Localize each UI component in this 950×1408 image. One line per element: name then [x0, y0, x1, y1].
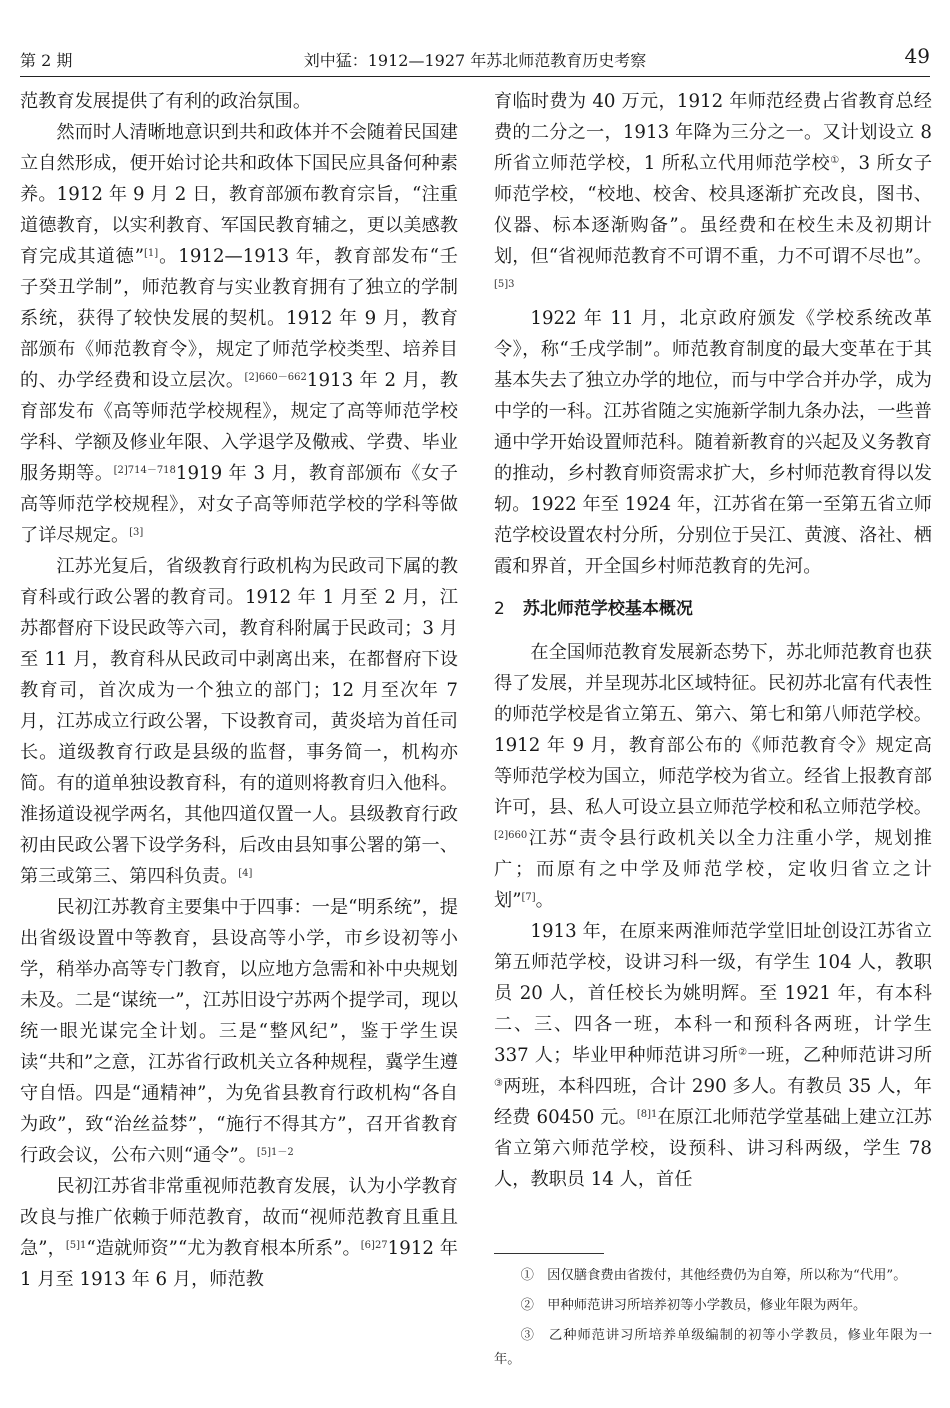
paragraph: 民初江苏教育主要集中于四事：一是“明系统”，提出省级设置中等教育，县设高等小学，市乡设初等小学，稍举办高等专门教育，以应地方急需和补中央规划未及。二是“谋统一”，江苏旧设宁苏两个提学司，现以统一眼光谋完全计划。三是“整风纪”，鉴于学生误读“共和”之意，江苏省行政机关立各种规程，冀学生遵守自悟。四是“通精神”，为免省县教育行政机构“各自为政”，致“治丝益棼”，“施行不得其方”，召开省教育行政会议，公布六则“通令”。$^{[5]1-2}$: [20, 897, 458, 1166]
paragraph: 然而时人清晰地意识到共和政体并不会随着民国建立自然形成，便开始讨论共和政体下国民应具备何种素养。1912 年 9 月 2 日，教育部颁布教育宗旨，“注重道德教育，以实利教育、军国民教育辅之，更以美感教育完成其道德”[1]。1912—1913 年，教育部发布“壬子癸丑学制”，师范教育与实业教育拥有了独立的学制系统，获得了较快发展的契机。1912 年 9 月，教育部颁布《师范教育令》，规定了师范学校类型、培养目的、办学经费和设立层次。$^{[2]660-662}$1913 年 2 月，教育部发布《高等师范学校规程》，规定了高等师范学校学科、学额及修业年限、入学退学及儆戒、学费、毕业服务期等。$^{[2]714-718}$1919 年 3 月，教育部颁布《女子高等师范学校规程》，对女子高等师范学校的学科等做了详尽规定。[3]: [20, 122, 458, 546]
footnote-3: ③ 乙种师范讲习所培养单级编制的初等小学教员，修业年限为一年。: [494, 1328, 932, 1367]
citation: [5]3: [494, 279, 515, 290]
footnotes: [494, 1264, 932, 1378]
section-title: 苏北师范学校基本概况: [522, 599, 693, 619]
paragraph: 江苏光复后，省级教育行政机构为民政司下属的教育科或行政公署的教育司。1912 年 1 月至 2 月，江苏都督府下设民政等六司，教育科附属于民政司；3 月至 11 月，教育科从民政司中剥离出来，在都督府下设教育司，首次成为一个独立的部门；12 月至次年 7 月，江苏成立行政公署，下设教育司，黄炎培为首任司长。道级教育行政是县级的监督，事务简一，机构亦简。有的道单独设教育科，有的道则将教育归入他科。淮扬道设视学两名，其他四道仅置一人。县级教育行政初由民政公署下设学务科，后改由县知事公署的第一、第三或第三、第四科负责。[4]: [20, 556, 458, 887]
running-title: 刘中猛：1912—1927 年苏北师范教育历史考察: [303, 51, 647, 70]
citation: [1]: [144, 248, 159, 259]
citation: [3]: [129, 527, 144, 538]
left-column: [20, 86, 458, 1295]
paragraph: 1913 年，在原来两淮师范学堂旧址创设江苏省立第五师范学校，设讲习科一级，有学生 104 人，教职员 20 人，首任校长为姚明辉。至 1921 年，有本科二、三、四各一班，本科一和预科各两班，计学生 337 人；毕业甲种师范讲习所②一班，乙种师范讲习所③两班，本科四班，合计 290 多人。有教员 35 人，年经费 60450 元。$^{[8]1}$在原江北师范学堂基础上建立江苏省立第六师范学校，设预科、讲习科两级，学生 78 人，教职员 14 人，首任: [494, 921, 932, 1190]
citation: [2]660: [494, 830, 528, 841]
footnote-1: ① 因仅膳食费由省拨付，其他经费仍为自筹，所以称为“代用”。: [520, 1268, 907, 1283]
footnote-marker: ③: [494, 1078, 504, 1089]
citation: [2]660－662: [244, 372, 307, 383]
paragraph-continued: 育临时费为 40 万元，1912 年师范经费占省教育总经费的二分之一，1913 年降为三分之一。又计划设立 8 所省立师范学校，1 所私立代用师范学校①，3 所女子师范学校，“校地、校舍、校具逐渐扩充改良，图书、仪器、标本逐渐购备”。虽经费和在校生未及初期计划，但“省视师范教育不可谓不重，力不可谓不尽也”。$^{[5]3}$: [494, 91, 933, 290]
section-heading: [494, 594, 932, 625]
footnote-divider: [494, 1253, 604, 1254]
footnote-marker: ②: [738, 1047, 748, 1058]
paragraph: 民初江苏省非常重视师范教育发展，认为小学教育改良与推广依赖于师范教育，故而“视师范教育且重且急”，$^{[5]1}$“造就师资”“尤为教育根本所系”。$^{[6]27}$1912 年 1 月至 1913 年 6 月，师范教: [20, 1176, 458, 1290]
section-number: 2: [494, 599, 505, 619]
paragraph-continued: 范教育发展提供了有利的政治氛围。: [20, 91, 312, 112]
running-header: [20, 40, 930, 77]
footnote-marker: ①: [830, 155, 840, 166]
right-column: [494, 86, 932, 1195]
paragraph: 1922 年 11 月，北京政府颁发《学校系统改革令》，称“壬戌学制”。师范教育制度的最大变革在于其基本失去了独立办学的地位，而与中学合并办学，成为中学的一科。江苏省随之实施新学制九条办法，一些普通中学开始设置师范科。随着新教育的兴起及义务教育的推动，乡村教育师资需求扩大，乡村师范教育得以发轫。1922 年至 1924 年，江苏省在第一至第五省立师范学校设置农村分所，分别位于吴江、黄渡、洛社、栖霞和界首，开全国乡村师范教育的先河。: [494, 308, 932, 577]
paragraph: 在全国师范教育发展新态势下，苏北师范教育也获得了发展，并呈现苏北区域特征。民初苏北富有代表性的师范学校是省立第五、第六、第七和第八师范学校。1912 年 9 月，教育部公布的《师范教育令》规定高等师范学校为国立，师范学校为省立。经省上报教育部许可，县、私人可设立县立师范学校和私立师范学校。$^{[2]660}$江苏“责令县行政机关以全力注重小学，规划推广；而原有之中学及师范学校，定收归省立之计划”[7]。: [494, 642, 932, 911]
citation: [5]1: [65, 1240, 87, 1251]
citation: [5]1－2: [256, 1147, 294, 1158]
citation: [6]27: [360, 1240, 388, 1251]
issue-label: 第 2 期: [20, 51, 73, 70]
footnote-2: ② 甲种师范讲习所培养初等小学教员，修业年限为两年。: [520, 1298, 867, 1313]
citation: [4]: [238, 868, 253, 879]
citation: [8]1: [636, 1109, 658, 1120]
page-number: 49: [904, 44, 930, 68]
citation: [7]: [521, 892, 536, 903]
citation: [2]714－718: [113, 465, 176, 476]
